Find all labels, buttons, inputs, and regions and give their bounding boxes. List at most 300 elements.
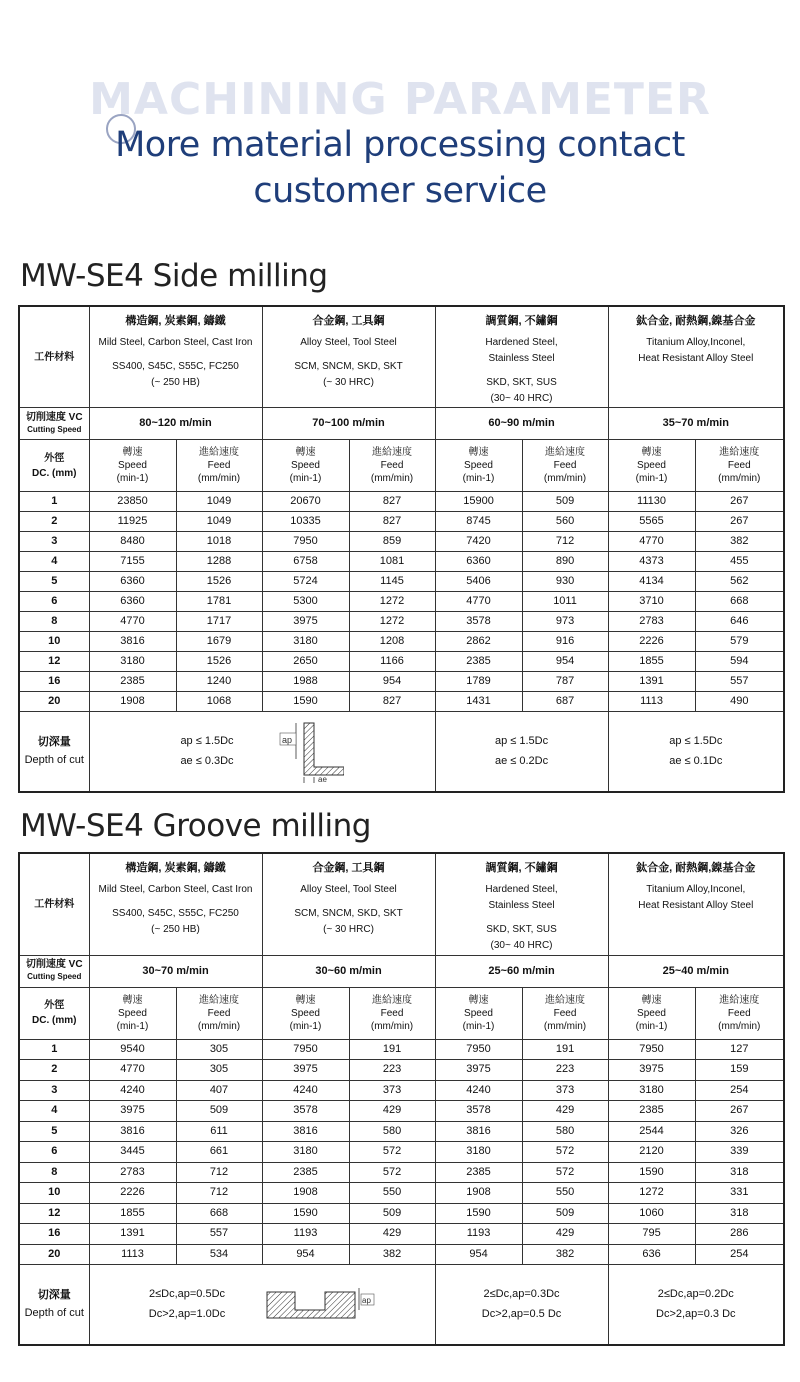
speed-value: 954 [435,1244,522,1265]
speed-value: 3180 [262,632,349,652]
feed-value: 1717 [176,612,262,632]
depth-line-2: ae ≤ 0.3Dc [180,755,234,768]
feed-unit: (mm/min) [197,1020,241,1032]
material-row [19,853,784,955]
speed-en: Speed [464,460,493,471]
material-cn: 調質鋼, 不鏽鋼 [485,862,558,874]
speed-value: 2120 [608,1142,695,1163]
material-grade: SS400, S45C, S55C, FC250 [112,908,239,919]
material-cn: 調質鋼, 不鏽鋼 [485,315,558,327]
feed-value: 827 [349,512,435,532]
dc-value: 16 [19,672,89,692]
speed-value: 5565 [608,512,695,532]
cutting-speed-value: 35~70 m/min [608,408,784,440]
feed-value: 827 [349,692,435,712]
feed-value: 254 [695,1080,784,1101]
dc-value: 8 [19,612,89,632]
speed-value: 6360 [89,572,176,592]
speed-value: 10335 [262,512,349,532]
depth-line-1: ap ≤ 1.5Dc [669,735,723,748]
speed-value: 3816 [89,632,176,652]
speed-value: 2385 [89,672,176,692]
table-row [19,612,784,632]
table-row [19,1244,784,1265]
speed-value: 3180 [89,652,176,672]
material-hardness: (30~ 40 HRC) [490,393,553,404]
feed-value: 509 [349,1203,435,1224]
feed-value: 159 [695,1060,784,1081]
speed-header [435,440,522,492]
dc-value: 10 [19,1183,89,1204]
feed-value: 490 [695,692,784,712]
dc-value: 10 [19,632,89,652]
feed-value: 429 [349,1101,435,1122]
table-row [19,552,784,572]
speed-value: 1789 [435,672,522,692]
feed-value: 550 [349,1183,435,1204]
feed-value: 1526 [176,572,262,592]
groove-milling-table [18,852,785,1346]
depth-cell [608,712,784,792]
feed-cn: 進給速度 [199,447,239,458]
column-header-row [19,440,784,492]
feed-value: 1068 [176,692,262,712]
speed-value: 23850 [89,492,176,512]
material-label: 工件材料 [19,306,89,408]
material-en-2: Heat Resistant Alloy Steel [638,353,754,364]
table-row [19,492,784,512]
speed-value: 3975 [262,1060,349,1081]
material-hardness: (~ 30 HRC) [323,377,374,388]
speed-value: 1988 [262,672,349,692]
background-title: MACHINING PARAMETER [89,74,711,125]
feed-unit: (mm/min) [718,1020,761,1032]
cutting-speed-row [19,955,784,987]
speed-value: 1193 [262,1224,349,1245]
dc-cn: 外徑 [44,1000,65,1011]
depth-line-1: ap ≤ 1.5Dc [180,735,234,748]
depth-line-2: ae ≤ 0.1Dc [669,755,723,768]
dc-value: 6 [19,592,89,612]
depth-line-2: Dc>2,ap=0.3 Dc [656,1308,736,1321]
speed-value: 2385 [435,652,522,672]
cutting-speed-value: 30~60 m/min [262,955,435,987]
feed-value: 572 [349,1142,435,1163]
feed-header [349,987,435,1039]
feed-header [522,440,608,492]
feed-value: 382 [695,532,784,552]
feed-value: 455 [695,552,784,572]
material-cn: 鈦合金, 耐熱鋼,鎳基合金 [636,315,756,327]
feed-value: 580 [522,1121,608,1142]
feed-value: 557 [695,672,784,692]
table-row [19,652,784,672]
speed-value: 3816 [435,1121,522,1142]
feed-value: 557 [176,1224,262,1245]
speed-value: 1590 [262,1203,349,1224]
feed-value: 509 [522,1203,608,1224]
cutting-speed-cn: 切削速度 VC [25,411,83,423]
feed-value: 223 [349,1060,435,1081]
speed-value: 5300 [262,592,349,612]
ap-label: ap [362,1296,372,1306]
speed-value: 3710 [608,592,695,612]
speed-value: 4373 [608,552,695,572]
speed-value: 1113 [89,1244,176,1265]
feed-unit: (mm/min) [718,473,761,484]
speed-value: 2544 [608,1121,695,1142]
dc-value: 16 [19,1224,89,1245]
dc-value: 20 [19,1244,89,1265]
speed-header [89,440,176,492]
depth-text [180,731,233,771]
speed-value: 2385 [435,1162,522,1183]
groove-milling-title: MW-SE4 Groove milling [20,808,371,844]
feed-value: 1208 [349,632,435,652]
feed-value: 1526 [176,652,262,672]
feed-unit: (mm/min) [370,1020,414,1032]
speed-en: Speed [291,460,320,471]
speed-value: 7155 [89,552,176,572]
feed-header [522,987,608,1039]
depth-text [149,1284,225,1324]
feed-cn: 進給速度 [545,447,586,458]
depth-of-cut-row [19,1265,784,1345]
table-row [19,632,784,652]
feed-value: 572 [349,1162,435,1183]
cutting-speed-value: 30~70 m/min [89,955,262,987]
depth-label [19,1265,89,1345]
cutting-speed-value: 25~40 m/min [608,955,784,987]
table-row [19,572,784,592]
speed-unit: (min-1) [635,473,668,484]
feed-value: 668 [176,1203,262,1224]
feed-value: 579 [695,632,784,652]
feed-value: 560 [522,512,608,532]
feed-value: 509 [176,1101,262,1122]
speed-header [608,440,695,492]
speed-value: 8480 [89,532,176,552]
feed-cn: 進給速度 [372,994,412,1006]
feed-en: Feed [207,460,231,471]
speed-unit: (min-1) [462,473,495,484]
depth-cell [89,1265,435,1345]
depth-line-2: Dc>2,ap=0.5 Dc [481,1308,562,1321]
material-en: Titanium Alloy,Inconel, [646,337,746,348]
speed-value: 4134 [608,572,695,592]
speed-value: 11130 [608,492,695,512]
speed-value: 3578 [262,1101,349,1122]
feed-value: 646 [695,612,784,632]
table-row [19,672,784,692]
speed-value: 5724 [262,572,349,592]
feed-value: 550 [522,1183,608,1204]
material-row [19,306,784,408]
material-grade: SKD, SKT, SUS [486,377,557,388]
feed-value: 191 [522,1039,608,1060]
cutting-speed-row [19,408,784,440]
material-cell [262,306,435,408]
table-row [19,1121,784,1142]
table-row [19,1183,784,1204]
dc-cn: 外徑 [44,452,65,464]
speed-value: 2783 [89,1162,176,1183]
speed-value: 1391 [608,672,695,692]
dc-value: 1 [19,1039,89,1060]
depth-line-1: 2≤Dc,ap=0.3Dc [483,1288,560,1301]
feed-value: 267 [695,492,784,512]
speed-value: 8745 [435,512,522,532]
depth-line-1: ap ≤ 1.5Dc [494,735,549,748]
material-grade: SCM, SNCM, SKD, SKT [294,908,403,919]
ae-label: ae [317,775,327,784]
speed-value: 3180 [608,1080,695,1101]
feed-value: 254 [695,1244,784,1265]
speed-value: 1193 [435,1224,522,1245]
depth-line-1: 2≤Dc,ap=0.2Dc [657,1288,734,1301]
speed-value: 1431 [435,692,522,712]
dc-value: 20 [19,692,89,712]
title-line-2: customer service [253,171,547,211]
feed-value: 687 [522,692,608,712]
table-row [19,1224,784,1245]
feed-value: 318 [695,1203,784,1224]
speed-value: 4770 [608,532,695,552]
dc-value: 8 [19,1162,89,1183]
feed-value: 916 [522,632,608,652]
speed-value: 7950 [262,1039,349,1060]
feed-unit: (mm/min) [370,473,414,484]
feed-value: 827 [349,492,435,512]
feed-unit: (mm/min) [543,473,587,484]
speed-en: Speed [118,1007,147,1019]
feed-value: 930 [522,572,608,592]
feed-value: 712 [176,1183,262,1204]
speed-value: 5406 [435,572,522,592]
table-row [19,1060,784,1081]
speed-value: 2385 [262,1162,349,1183]
feed-en: Feed [207,1007,231,1019]
speed-value: 1855 [89,1203,176,1224]
feed-header [176,987,262,1039]
material-en-2: Stainless Steel [488,900,555,911]
material-cell [608,853,784,955]
cutting-speed-label [19,955,89,987]
material-en-2: Heat Resistant Alloy Steel [638,900,754,911]
feed-value: 382 [349,1244,435,1265]
speed-value: 1391 [89,1224,176,1245]
feed-value: 429 [349,1224,435,1245]
feed-value: 1049 [176,512,262,532]
depth-line-2: Dc>2,ap=1.0Dc [148,1308,226,1321]
column-header-row [19,987,784,1039]
speed-en: Speed [291,1007,320,1019]
speed-cn: 轉速 [468,447,489,458]
feed-cn: 進給速度 [719,994,760,1006]
dc-value: 5 [19,572,89,592]
material-hardness: (~ 30 HRC) [323,924,374,935]
speed-value: 7950 [435,1039,522,1060]
table-row [19,692,784,712]
table-row [19,1080,784,1101]
speed-unit: (min-1) [289,1020,322,1032]
feed-value: 1288 [176,552,262,572]
depth-line-1: 2≤Dc,ap=0.5Dc [148,1288,226,1301]
side-milling-diagram-icon [274,719,344,783]
side-milling-title: MW-SE4 Side milling [20,258,328,294]
dc-value: 3 [19,1080,89,1101]
depth-en: Depth of cut [24,1307,84,1320]
speed-unit: (min-1) [289,473,322,484]
feed-value: 382 [522,1244,608,1265]
dc-value: 2 [19,1060,89,1081]
depth-cell [89,712,435,792]
material-cell [435,853,608,955]
material-cn: 鈦合金, 耐熱鋼,鎳基合金 [636,862,756,874]
speed-header [435,987,522,1039]
speed-cn: 轉速 [641,447,662,458]
feed-value: 267 [695,1101,784,1122]
feed-value: 668 [695,592,784,612]
feed-value: 973 [522,612,608,632]
feed-value: 429 [522,1101,608,1122]
material-cell [608,306,784,408]
material-en: Titanium Alloy,Inconel, [646,884,746,895]
feed-value: 580 [349,1121,435,1142]
speed-value: 2650 [262,652,349,672]
dc-label [19,987,89,1039]
depth-cn: 切深量 [37,736,71,749]
speed-value: 2862 [435,632,522,652]
page-header [0,60,800,220]
table-row [19,1142,784,1163]
material-cell [89,853,262,955]
material-grade: SS400, S45C, S55C, FC250 [112,361,239,372]
speed-en: Speed [118,460,147,471]
feed-value: 712 [176,1162,262,1183]
speed-value: 7420 [435,532,522,552]
feed-value: 267 [695,512,784,532]
feed-cn: 進給速度 [719,447,760,458]
speed-cn: 轉速 [295,447,316,458]
speed-header [262,987,349,1039]
speed-header [89,987,176,1039]
dc-value: 2 [19,512,89,532]
dc-value: 1 [19,492,89,512]
feed-cn: 進給速度 [372,447,412,458]
speed-value: 1113 [608,692,695,712]
material-en: Hardened Steel, [485,884,558,895]
table-row [19,1162,784,1183]
feed-value: 1145 [349,572,435,592]
material-cell [89,306,262,408]
dc-value: 6 [19,1142,89,1163]
feed-value: 572 [522,1162,608,1183]
speed-value: 3975 [262,612,349,632]
depth-line-2: ae ≤ 0.2Dc [494,755,549,768]
cutting-speed-en: Cutting Speed [27,424,82,434]
speed-value: 2226 [89,1183,176,1204]
speed-value: 3975 [608,1060,695,1081]
feed-header [349,440,435,492]
speed-value: 20670 [262,492,349,512]
feed-value: 611 [176,1121,262,1142]
material-cn: 合金鋼, 工具鋼 [312,862,385,874]
speed-value: 1908 [89,692,176,712]
speed-unit: (min-1) [462,1020,495,1032]
speed-value: 1272 [608,1183,695,1204]
dc-value: 5 [19,1121,89,1142]
feed-value: 223 [522,1060,608,1081]
feed-value: 534 [176,1244,262,1265]
speed-value: 3180 [435,1142,522,1163]
cutting-speed-cn: 切削速度 VC [25,959,83,970]
material-hardness: (30~ 40 HRC) [490,940,553,951]
material-label: 工件材料 [19,853,89,955]
speed-en: Speed [637,460,666,471]
depth-cell [435,712,608,792]
feed-cn: 進給速度 [545,994,586,1006]
feed-value: 1272 [349,612,435,632]
feed-en: Feed [553,1007,577,1019]
material-cell [435,306,608,408]
cutting-speed-value: 60~90 m/min [435,408,608,440]
speed-value: 15900 [435,492,522,512]
speed-header [608,987,695,1039]
feed-value: 339 [695,1142,784,1163]
material-en-2: Stainless Steel [488,353,555,364]
speed-value: 3816 [89,1121,176,1142]
feed-value: 859 [349,532,435,552]
feed-value: 286 [695,1224,784,1245]
feed-value: 305 [176,1039,262,1060]
material-grade: SKD, SKT, SUS [486,924,557,935]
speed-cn: 轉速 [122,447,143,458]
speed-value: 1855 [608,652,695,672]
depth-cell [435,1265,608,1345]
speed-value: 9540 [89,1039,176,1060]
feed-value: 954 [522,652,608,672]
feed-value: 373 [349,1080,435,1101]
speed-unit: (min-1) [116,473,149,484]
speed-value: 1908 [435,1183,522,1204]
speed-header [262,440,349,492]
depth-of-cut-row [19,712,784,792]
material-cn: 構造鋼, 炭素鋼, 鑄鐵 [125,315,226,327]
table-row [19,532,784,552]
feed-unit: (mm/min) [543,1020,587,1032]
feed-value: 331 [695,1183,784,1204]
material-hardness: (~ 250 HB) [151,377,200,388]
dc-value: 12 [19,1203,89,1224]
title-line-1: More material processing contact [115,125,685,165]
feed-value: 1081 [349,552,435,572]
speed-value: 2385 [608,1101,695,1122]
feed-en: Feed [380,460,404,471]
speed-cn: 轉速 [122,994,143,1006]
feed-value: 1166 [349,652,435,672]
table-row [19,592,784,612]
feed-value: 509 [522,492,608,512]
feed-value: 407 [176,1080,262,1101]
material-grade: SCM, SNCM, SKD, SKT [294,361,403,372]
feed-unit: (mm/min) [197,473,241,484]
feed-value: 890 [522,552,608,572]
feed-en: Feed [727,460,751,471]
speed-value: 6758 [262,552,349,572]
depth-en: Depth of cut [24,754,84,767]
cutting-speed-value: 70~100 m/min [262,408,435,440]
